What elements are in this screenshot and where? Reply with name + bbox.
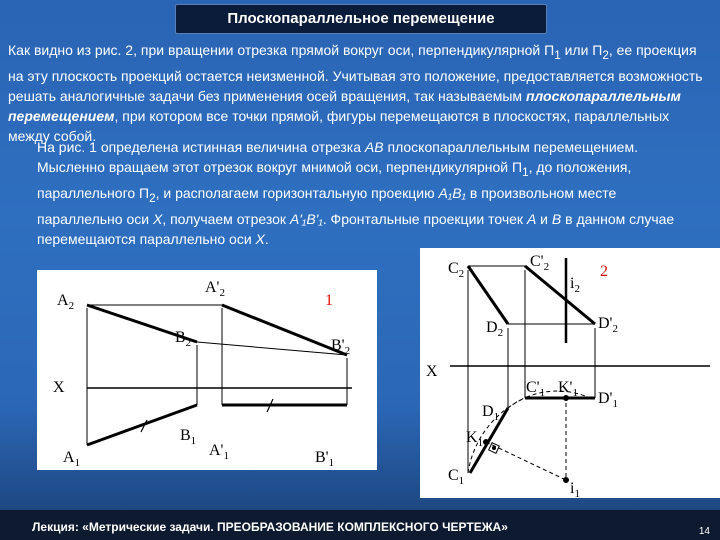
subscript: 1 (554, 48, 561, 62)
segment-c2p-d2p (525, 266, 595, 324)
figure-2-drawing (420, 248, 720, 498)
text: , ее проекция на эту плоскость проекций остается неизменной. Учитывая это положение, предоставляется возможность решать аналогичные задачи без применения осей вращения, так называемым (8, 42, 703, 104)
text: A'₁B'₁ (289, 210, 323, 227)
text: A₁B₁ (438, 184, 466, 201)
text: На рис. 1 определена истинная величина отрезка (37, 139, 365, 155)
paragraph-1 (8, 40, 708, 146)
text: в произвольном месте параллельно оси (37, 184, 617, 227)
label-c1: $C_1$ (448, 467, 465, 487)
label-d1p: $D'_1$ (598, 390, 618, 410)
dot-mark (493, 447, 496, 450)
text: . (264, 230, 269, 247)
label-b2: $B_2$ (175, 329, 192, 349)
label-b1p: $B'_1$ (315, 449, 335, 469)
label-c2p: $C'_2$ (530, 253, 550, 273)
point-k1 (484, 440, 489, 445)
label-a2p: $A'_2$ (205, 279, 225, 299)
label-d2: $D_2$ (486, 319, 504, 339)
figure-number: 2 (600, 263, 608, 280)
text: В (551, 210, 562, 227)
label-c2: $C_2$ (448, 260, 465, 280)
text: X (255, 230, 265, 247)
label-k1p: $K'_1$ (558, 379, 578, 399)
label-c1p: $C'_1$ (526, 379, 546, 399)
text: , при котором все точки прямой, фигуры перемещаются в плоскостях, параллельных между собой. (8, 107, 670, 144)
text: . Фронтальные проекции точек (322, 210, 527, 227)
label-a1: $A_1$ (63, 449, 81, 469)
figure-number: 1 (325, 292, 333, 309)
text: плоскопараллельным перемещением. Мысленно вращаем этот отрезок вокруг мнимой оси, перпендикулярной П (37, 139, 638, 175)
emphasis-term: плоскопараллельным перемещением (8, 87, 681, 124)
perpendicular-k1-i1 (486, 442, 566, 480)
point-i1 (564, 478, 569, 483)
subscript: 2 (149, 191, 156, 205)
text: Как видно из рис. 2, при вращении отрезка прямой вокруг оси, перпендикулярной П (8, 42, 555, 58)
label-d1: $D_1$ (482, 403, 500, 423)
figure-2-panel (420, 248, 720, 498)
label-i1: $i_1$ (570, 480, 580, 498)
label-d2p: $D'_2$ (598, 315, 618, 335)
label-b1: $B_1$ (180, 427, 197, 447)
text: АВ (364, 139, 384, 155)
label-x: X (53, 379, 65, 396)
label-k1: $K_1$ (466, 429, 484, 449)
footer-lecture-title: Лекция: «Метрические задачи. ПРЕОБРАЗОВАНИЕ КОМПЛЕКСНОГО ЧЕРТЕЖА» (32, 520, 508, 534)
segment-c2-d2 (468, 266, 508, 324)
text: , получаем отрезок (162, 210, 290, 227)
figure-1-panel (37, 270, 377, 470)
text: А (526, 210, 537, 227)
text: или П (560, 42, 603, 58)
text: и (536, 210, 552, 227)
segment-a2p-b2p (222, 305, 347, 355)
text: X (152, 210, 163, 227)
point-k1p (564, 396, 569, 401)
subscript: 1 (522, 165, 529, 179)
subscript: 2 (602, 48, 609, 62)
figure-1-drawing (37, 270, 377, 470)
paragraph-2 (37, 137, 677, 249)
label-b2p: $B'_2$ (331, 337, 351, 357)
label-i2: $i_2$ (570, 275, 580, 295)
slide-title: Плоскопараллельное перемещение (175, 4, 547, 34)
label-a1p: $A'_1$ (209, 442, 229, 462)
text: , и располагаем горизонтальную проекцию (155, 184, 439, 201)
label-x: X (426, 363, 438, 380)
label-a2: $A_2$ (57, 292, 75, 312)
text: , до положения, параллельного П (37, 159, 632, 201)
text: в данном случае перемещаются параллельно оси (37, 210, 675, 247)
page-number: 14 (698, 526, 710, 537)
line-b2-b2p (197, 342, 347, 355)
